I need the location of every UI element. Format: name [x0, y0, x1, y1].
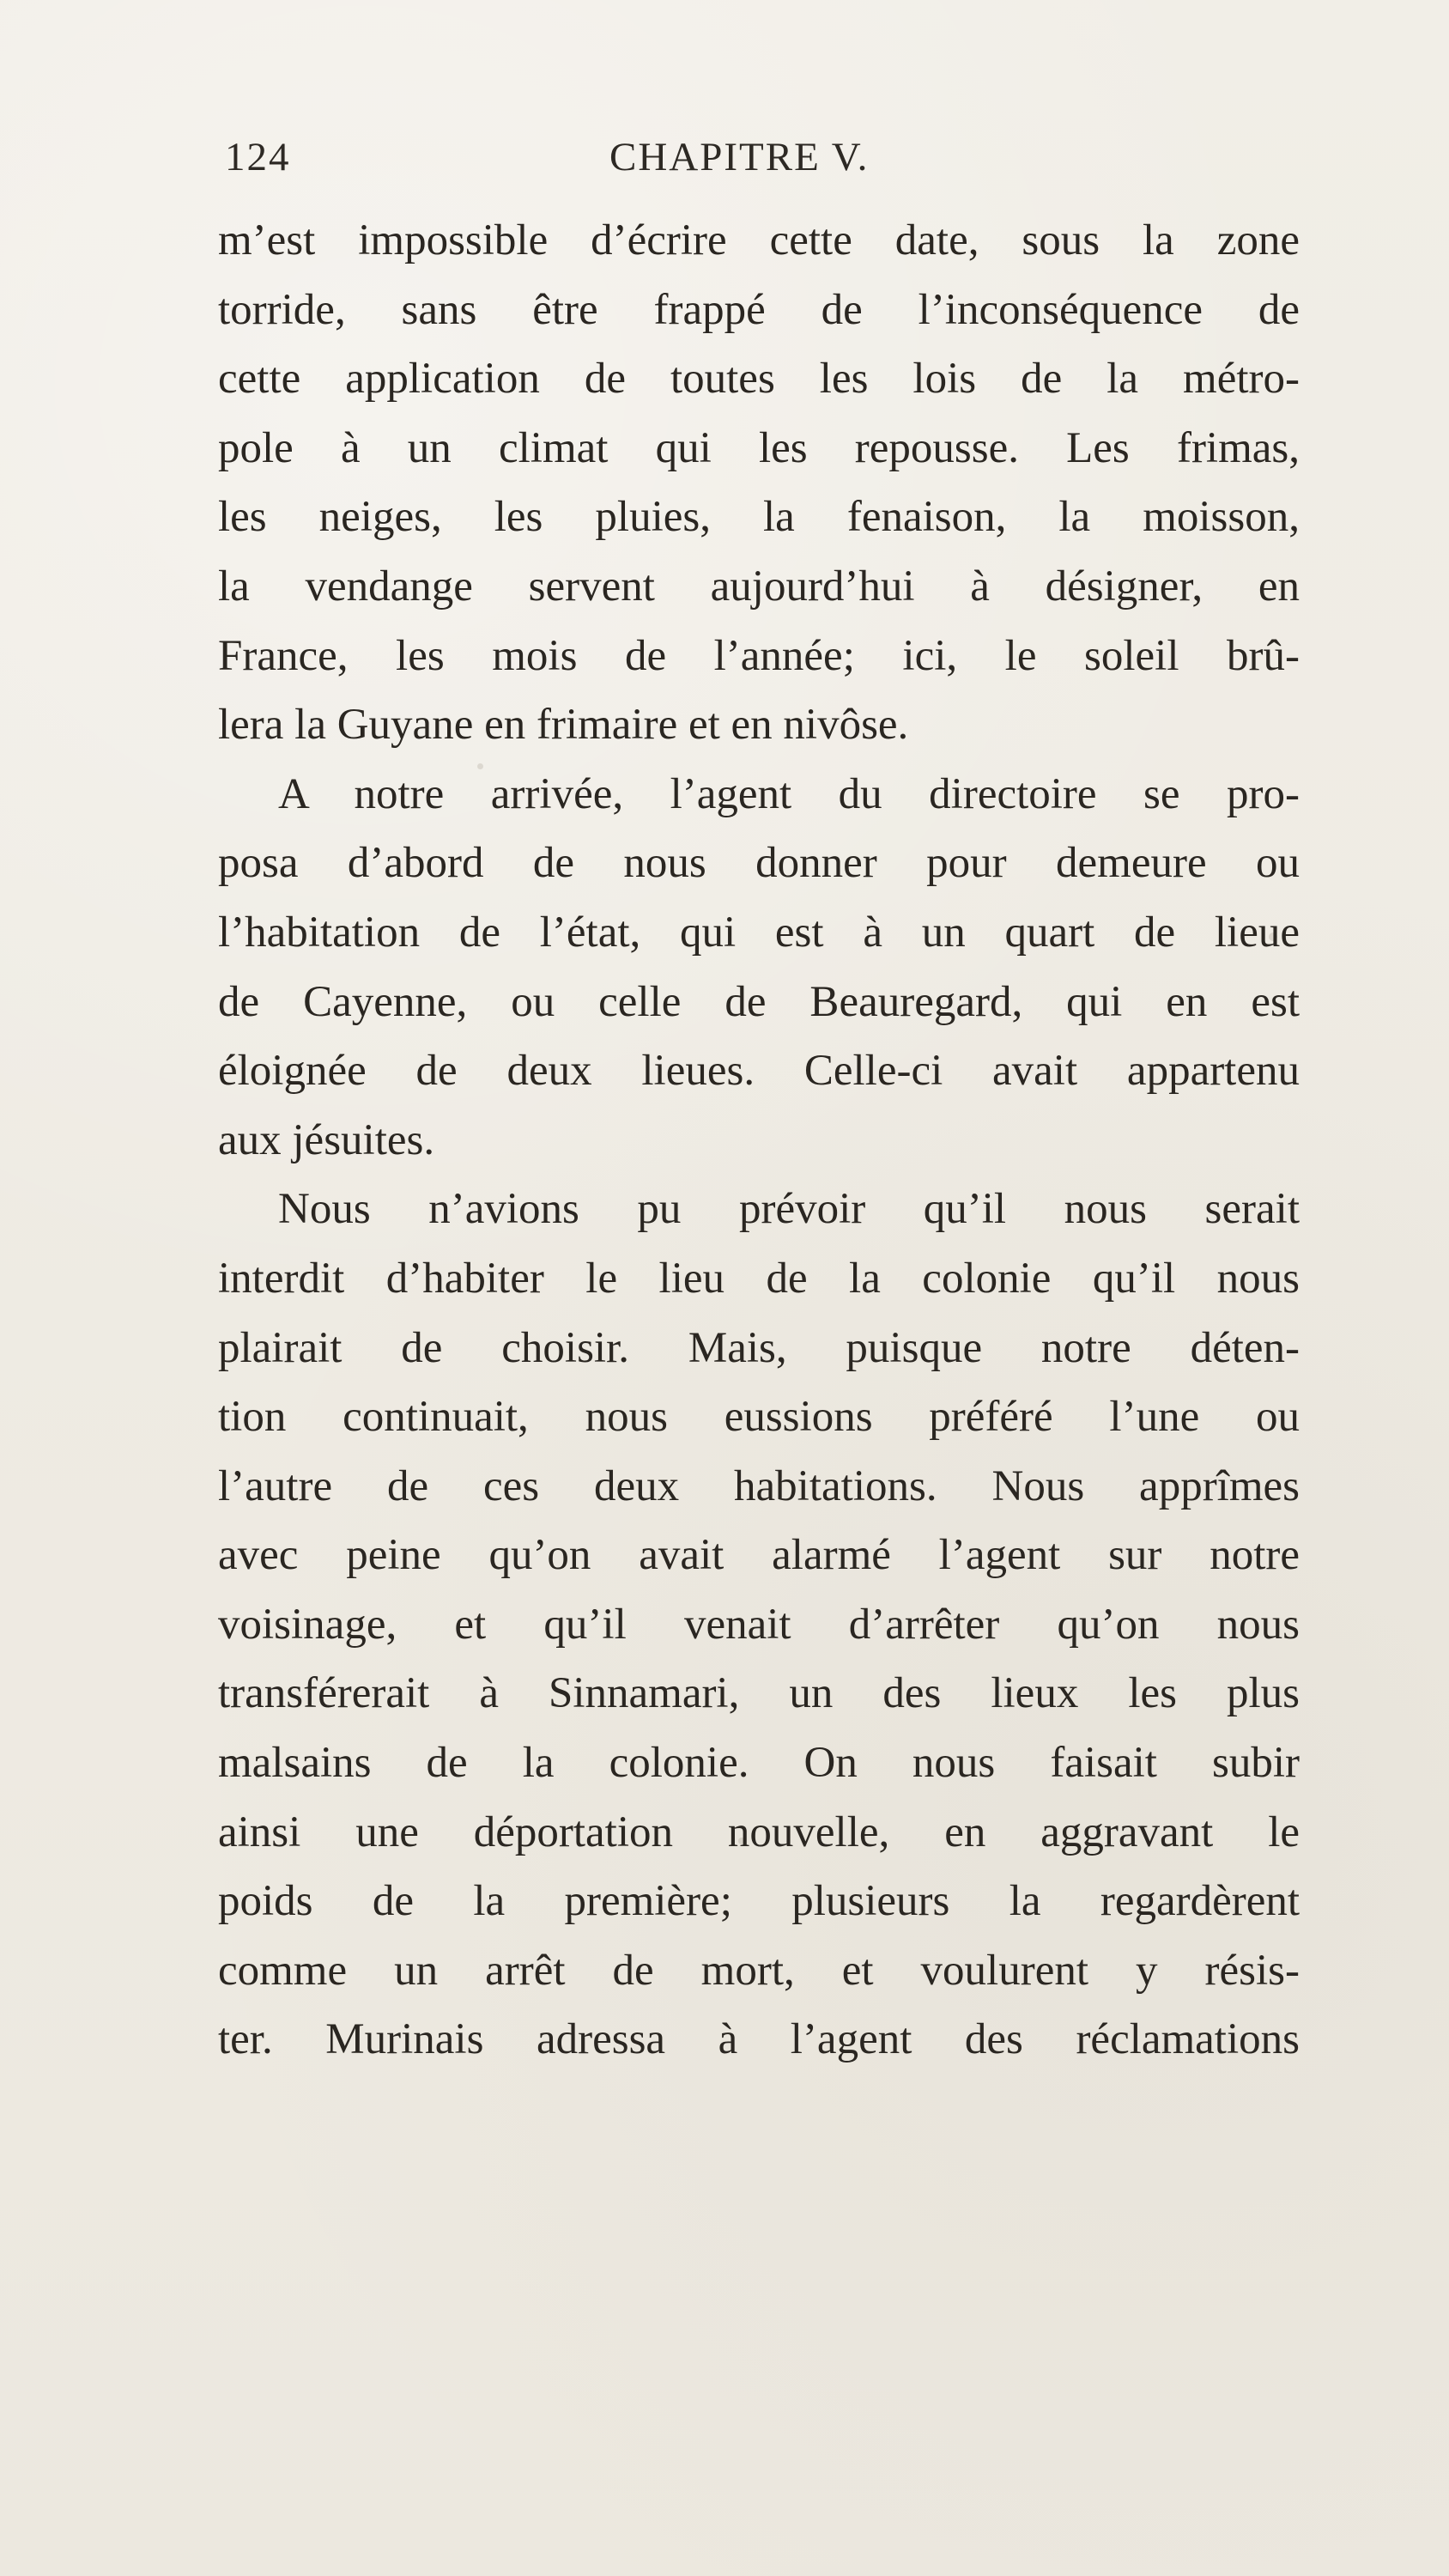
text-line: torride, sans être frappé de l’inconséquence de	[218, 285, 1300, 334]
text-line: l’autre de ces deux habitations. Nous apprîmes	[218, 1461, 1300, 1510]
text-line: Nous n’avions pu prévoir qu’il nous serait	[278, 1185, 1300, 1234]
text-line: éloignée de deux lieues. Celle-ci avait appartenu	[218, 1047, 1300, 1096]
text-line: l’habitation de l’état, qui est à un quart de lieue	[218, 908, 1300, 957]
text-line: la vendange servent aujourd’hui à désigner, en	[218, 562, 1300, 611]
text-line: lera la Guyane en frimaire et en nivôse.	[218, 701, 909, 750]
text-line: comme un arrêt de mort, et voulurent y résis-	[218, 1946, 1300, 1995]
text-line: tion continuait, nous eussions préféré l’une ou	[218, 1393, 1300, 1442]
text-line: plairait de choisir. Mais, puisque notre déten-	[218, 1323, 1300, 1372]
text-line: de Cayenne, ou celle de Beauregard, qui en est	[218, 977, 1300, 1026]
page-header	[225, 134, 1264, 185]
page-number: 124	[225, 135, 291, 179]
text-line: avec peine qu’on avait alarmé l’agent sur notre	[218, 1531, 1300, 1580]
text-line: aux jésuites.	[218, 1115, 435, 1164]
text-line: transférerait à Sinnamari, un des lieux les plus	[218, 1669, 1300, 1718]
text-line: ter. Murinais adressa à l’agent des réclamations	[218, 2015, 1300, 2064]
text-line: France, les mois de l’année; ici, le soleil brû-	[218, 631, 1300, 680]
text-line: m’est impossible d’écrire cette date, sous la zone	[218, 216, 1300, 264]
text-line: ainsi une déportation nouvelle, en aggravant le	[218, 1807, 1300, 1856]
text-line: poids de la première; plusieurs la regardèrent	[218, 1877, 1300, 1926]
text-line: cette application de toutes les lois de la métro-	[218, 355, 1300, 404]
text-line: posa d’abord de nous donner pour demeure ou	[218, 839, 1300, 888]
body-text	[218, 206, 1300, 2075]
text-line: malsains de la colonie. On nous faisait subir	[218, 1739, 1300, 1788]
text-line: les neiges, les pluies, la fenaison, la moisson,	[218, 493, 1300, 542]
text-line: interdit d’habiter le lieu de la colonie qu’il nous	[218, 1254, 1300, 1303]
running-title: CHAPITRE V.	[609, 135, 870, 179]
text-line: voisinage, et qu’il venait d’arrêter qu’on nous	[218, 1600, 1300, 1649]
text-line: pole à un climat qui les repousse. Les frimas,	[218, 423, 1300, 472]
text-line: A notre arrivée, l’agent du directoire se pro-	[278, 769, 1300, 818]
